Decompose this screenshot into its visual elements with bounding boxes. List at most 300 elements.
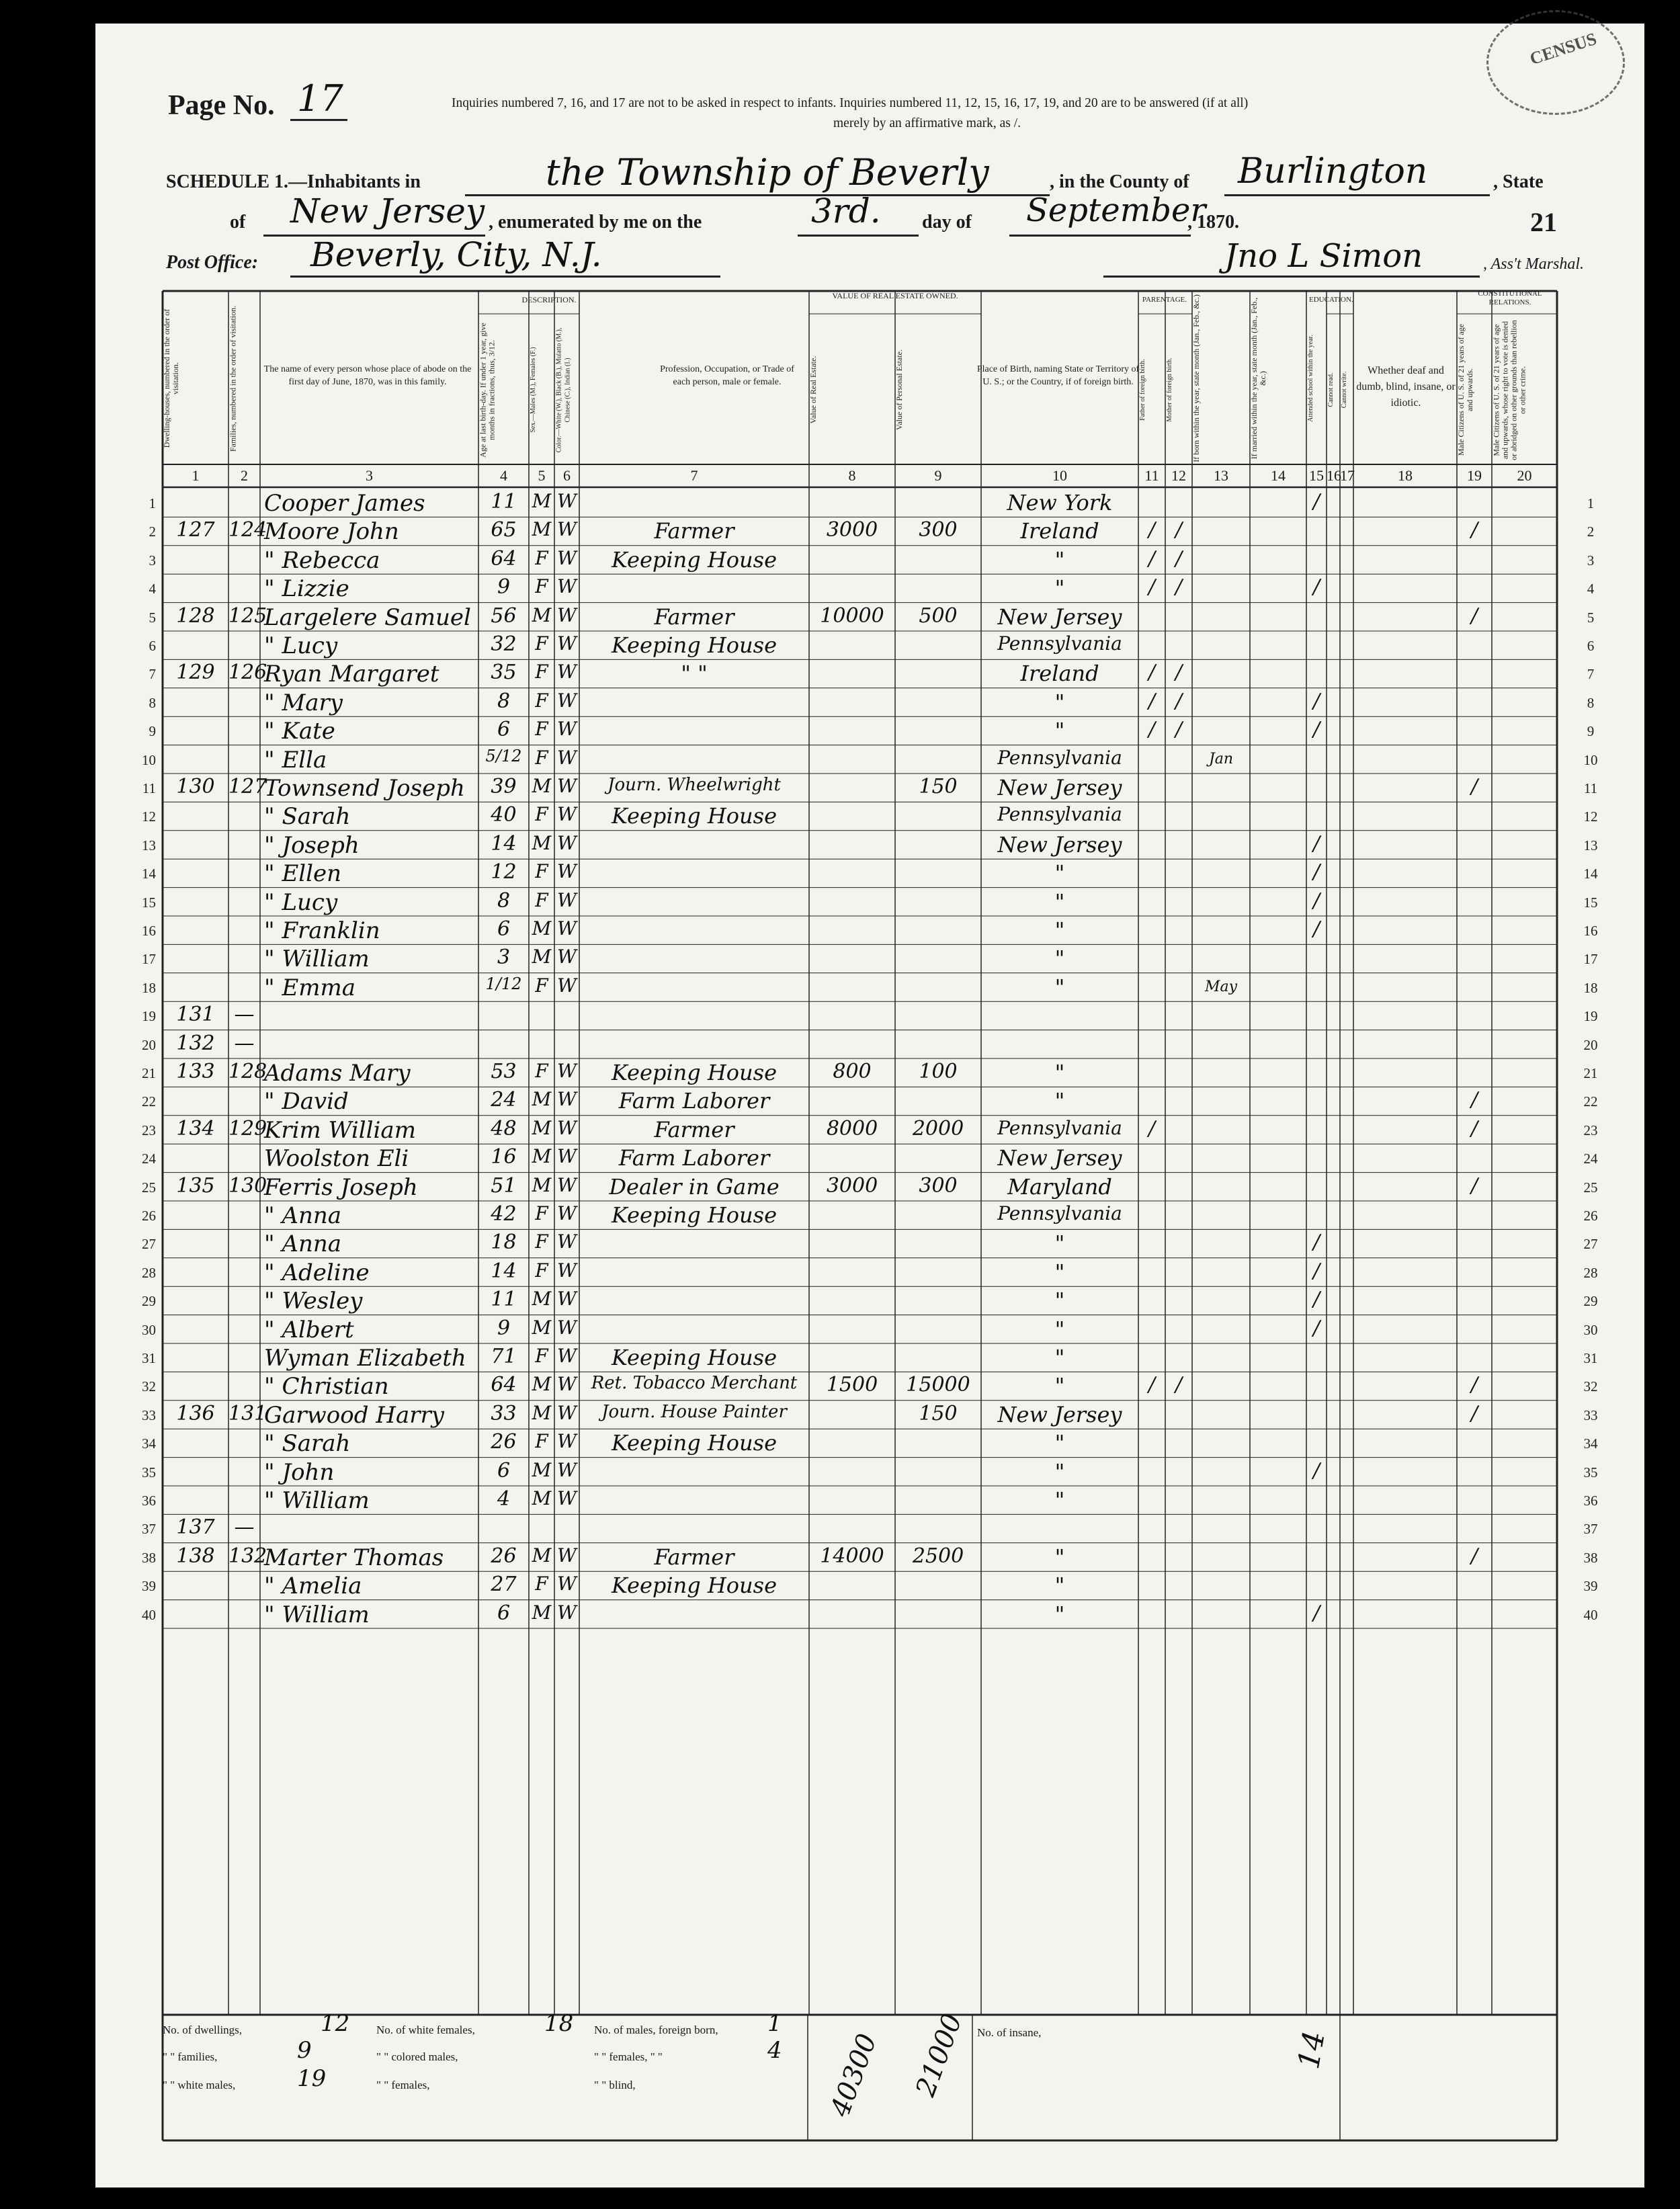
person-name: " William bbox=[264, 1601, 370, 1628]
birthplace: " bbox=[1054, 1231, 1065, 1257]
county-label: , in the County of bbox=[1050, 171, 1189, 192]
row-number-right: 37 bbox=[1583, 1521, 1598, 1538]
mother-foreign-mark: / bbox=[1175, 661, 1183, 685]
enumerated-label: , enumerated by me on the bbox=[489, 212, 702, 233]
row-number-right: 6 bbox=[1587, 638, 1595, 654]
father-foreign-mark: / bbox=[1148, 661, 1156, 685]
occupation: Keeping House bbox=[611, 1202, 778, 1228]
footer-white-males: 19 bbox=[297, 2065, 327, 2092]
sex: F bbox=[535, 746, 548, 769]
color: W bbox=[557, 888, 577, 911]
color: W bbox=[557, 632, 577, 655]
mother-foreign-mark: / bbox=[1175, 689, 1183, 713]
col-c16-header: Cannot read. bbox=[1327, 372, 1335, 407]
footer-blind-label: " " blind, bbox=[594, 2079, 636, 2091]
age: 16 bbox=[491, 1145, 517, 1169]
personal-estate-value: 300 bbox=[919, 1173, 958, 1198]
row-number-right: 3 bbox=[1587, 552, 1595, 569]
family-number: 130 bbox=[228, 1173, 267, 1198]
sex: F bbox=[535, 689, 548, 712]
birthplace: " bbox=[1054, 546, 1065, 573]
page-number: 17 bbox=[297, 77, 343, 120]
color: W bbox=[557, 1487, 577, 1509]
age: 32 bbox=[491, 632, 517, 656]
birthplace: " bbox=[1054, 718, 1065, 744]
birthplace: " bbox=[1054, 974, 1065, 1000]
sex: F bbox=[535, 661, 548, 683]
color: W bbox=[557, 518, 577, 541]
person-name: " Sarah bbox=[264, 803, 351, 831]
col-disability-header: Whether deaf and dumb, blind, insane, or idiotic. bbox=[1356, 365, 1456, 409]
sex: M bbox=[532, 518, 552, 541]
dwelling-number: 135 bbox=[176, 1173, 215, 1198]
row-number-left: 12 bbox=[142, 808, 156, 825]
age: 5/12 bbox=[485, 746, 522, 765]
mother-foreign-mark: / bbox=[1175, 546, 1183, 571]
row-number-right: 9 bbox=[1587, 723, 1595, 740]
col-c6-header: Color.—White (W.), Black (B.), Mulatto (M.), Chinese (C.), Indian (I.) bbox=[555, 327, 571, 452]
dwelling-number: 136 bbox=[176, 1401, 215, 1425]
father-foreign-mark: / bbox=[1148, 689, 1156, 713]
age: 6 bbox=[497, 1601, 511, 1625]
row-number-right: 40 bbox=[1583, 1606, 1598, 1623]
color: W bbox=[557, 1060, 577, 1082]
sex: F bbox=[535, 1430, 548, 1453]
row-number-left: 29 bbox=[142, 1293, 156, 1310]
color: W bbox=[557, 1145, 577, 1168]
person-name: Adams Mary bbox=[264, 1060, 411, 1087]
age: 71 bbox=[491, 1345, 517, 1368]
sex: F bbox=[535, 1345, 548, 1367]
row-number-right: 26 bbox=[1583, 1208, 1598, 1224]
row-number-left: 27 bbox=[142, 1236, 156, 1253]
occupation: Keeping House bbox=[611, 546, 778, 573]
occupation: Farm Laborer bbox=[618, 1145, 770, 1171]
occupation: Dealer in Game bbox=[609, 1173, 780, 1200]
county-name: Burlington bbox=[1238, 151, 1428, 192]
color: W bbox=[557, 1573, 577, 1595]
sex: F bbox=[535, 888, 548, 911]
row-number-right: 24 bbox=[1583, 1151, 1598, 1167]
person-name: " Lizzie bbox=[264, 575, 349, 603]
footer-total-real-estate: 40300 bbox=[825, 2030, 883, 2121]
row-number-right: 2 bbox=[1587, 524, 1595, 540]
birthplace: Pennsylvania bbox=[997, 632, 1122, 655]
color: W bbox=[557, 689, 577, 712]
occupation: " " bbox=[681, 661, 708, 687]
row-number-right: 38 bbox=[1583, 1549, 1598, 1566]
row-number-left: 10 bbox=[142, 751, 156, 768]
dwelling-number: 137 bbox=[176, 1515, 215, 1540]
age: 3 bbox=[497, 946, 511, 970]
age: 39 bbox=[491, 775, 517, 798]
family-number: 131 bbox=[228, 1401, 267, 1425]
age: 14 bbox=[491, 1259, 517, 1283]
age: 26 bbox=[491, 1544, 517, 1568]
row-number-right: 18 bbox=[1583, 979, 1598, 996]
family-number: 124 bbox=[228, 518, 267, 542]
age: 27 bbox=[491, 1573, 517, 1597]
person-name: Krim William bbox=[264, 1116, 416, 1144]
footer-dwellings-label: No. of dwellings, bbox=[163, 2024, 243, 2036]
row-number-right: 35 bbox=[1583, 1464, 1598, 1481]
birthplace: " bbox=[1054, 1259, 1065, 1285]
occupation: Keeping House bbox=[611, 1060, 778, 1085]
dwelling-number: 127 bbox=[176, 518, 215, 542]
color: W bbox=[557, 860, 577, 883]
day-of-label: day of bbox=[922, 212, 972, 233]
person-name: " Franklin bbox=[264, 917, 380, 944]
marshal-signature: Jno L Simon bbox=[1224, 237, 1423, 275]
instructions-note-1: Inquiries numbered 7, 16, and 17 are not to be asked in respect to infants. Inquiries numbered 11, 12, 15, 16, 17, 19, and 20 are to be answered (if at all) bbox=[452, 96, 1249, 110]
dwelling-number: 134 bbox=[176, 1116, 215, 1140]
birthplace: New Jersey bbox=[997, 775, 1122, 800]
column-number: 14 bbox=[1271, 467, 1286, 484]
father-foreign-mark: / bbox=[1148, 1116, 1156, 1140]
age: 11 bbox=[491, 490, 517, 513]
footer-males-foreign-label: No. of males, foreign born, bbox=[594, 2024, 718, 2036]
age: 64 bbox=[491, 1373, 517, 1397]
row-number-right: 30 bbox=[1583, 1321, 1598, 1338]
occupation: Keeping House bbox=[611, 1573, 778, 1599]
row-number-right: 39 bbox=[1583, 1578, 1598, 1595]
col-c14-header: If married within the year, state month (Jan., Feb., &c.) bbox=[1249, 297, 1267, 460]
sex: M bbox=[532, 490, 552, 512]
sex: M bbox=[532, 775, 552, 797]
birthplace: Pennsylvania bbox=[997, 1202, 1122, 1224]
column-number: 3 bbox=[366, 467, 373, 484]
color: W bbox=[557, 1544, 577, 1567]
column-number: 1 bbox=[192, 467, 200, 484]
age: 51 bbox=[491, 1173, 517, 1198]
personal-estate-value: 100 bbox=[919, 1060, 958, 1083]
footer-families-label: " " families, bbox=[163, 2050, 218, 2063]
parentage-group-header: PARENTAGE. bbox=[1142, 296, 1187, 304]
column-number: 2 bbox=[241, 467, 248, 484]
row-number-left: 28 bbox=[142, 1264, 156, 1281]
col-c19-header: Male Citizens of U. S. of 21 years of age and upwards. bbox=[1456, 323, 1474, 456]
occupation: Farmer bbox=[654, 1116, 734, 1142]
dwelling-number: 131 bbox=[176, 1003, 215, 1027]
column-number: 16 bbox=[1327, 467, 1341, 484]
age: 42 bbox=[491, 1202, 517, 1226]
col-c8-header: Value of Real Estate. bbox=[808, 356, 818, 424]
birthplace: New Jersey bbox=[997, 1145, 1122, 1171]
person-name: " David bbox=[264, 1088, 349, 1116]
sex: M bbox=[532, 1316, 552, 1339]
row-number-left: 8 bbox=[149, 694, 156, 711]
column-number: 15 bbox=[1309, 467, 1324, 484]
of-label: of bbox=[230, 212, 246, 233]
color: W bbox=[557, 1116, 577, 1139]
age: 11 bbox=[491, 1288, 517, 1312]
footer-females-foreign: 4 bbox=[767, 2037, 782, 2064]
color: W bbox=[557, 1345, 577, 1367]
color: W bbox=[557, 1316, 577, 1339]
col-c9-header: Value of Personal Estate. bbox=[894, 349, 904, 430]
row-number-left: 20 bbox=[142, 1036, 156, 1053]
color: W bbox=[557, 546, 577, 569]
birthplace: Maryland bbox=[1007, 1173, 1112, 1200]
person-name: " Lucy bbox=[264, 632, 338, 659]
dwelling-number: 128 bbox=[176, 603, 215, 628]
mother-foreign-mark: / bbox=[1175, 718, 1183, 742]
father-foreign-mark: / bbox=[1148, 1373, 1156, 1397]
col-c13-header: If born within the year, state month (Jan., Feb., &c.) bbox=[1191, 294, 1201, 462]
sex: M bbox=[532, 1401, 552, 1424]
person-name: " Sarah bbox=[264, 1430, 351, 1458]
row-number-right: 27 bbox=[1583, 1236, 1598, 1253]
person-name: " Wesley bbox=[264, 1288, 363, 1315]
color: W bbox=[557, 917, 577, 940]
person-name: Largelere Samuel bbox=[264, 603, 471, 631]
real-estate-value: 10000 bbox=[820, 603, 884, 628]
citizen-mark: / bbox=[1470, 603, 1478, 628]
footer-white-females: 18 bbox=[544, 2010, 574, 2037]
family-number: 127 bbox=[228, 775, 267, 798]
age: 24 bbox=[491, 1088, 517, 1112]
sex: F bbox=[535, 575, 548, 598]
birthplace: " bbox=[1054, 888, 1065, 915]
column-number: 18 bbox=[1398, 467, 1413, 484]
citizen-mark: / bbox=[1470, 1173, 1478, 1198]
color: W bbox=[557, 603, 577, 626]
age: 65 bbox=[491, 518, 517, 542]
sex: F bbox=[535, 974, 548, 997]
family-number: — bbox=[234, 1515, 255, 1540]
row-number-left: 19 bbox=[142, 1008, 156, 1025]
birthplace: " bbox=[1054, 1487, 1065, 1513]
row-number-left: 30 bbox=[142, 1321, 156, 1338]
person-name: Woolston Eli bbox=[264, 1145, 409, 1173]
age: 64 bbox=[491, 546, 517, 571]
age: 6 bbox=[497, 917, 511, 941]
school-mark: / bbox=[1312, 718, 1320, 742]
occupation: Keeping House bbox=[611, 1345, 778, 1370]
sex: M bbox=[532, 1458, 552, 1481]
row-number-left: 18 bbox=[142, 979, 156, 996]
real-estate-value: 3000 bbox=[826, 1173, 878, 1198]
sex: M bbox=[532, 1145, 552, 1168]
row-number-right: 14 bbox=[1583, 866, 1598, 882]
person-name: Marter Thomas bbox=[264, 1544, 444, 1571]
birthplace: New York bbox=[1007, 490, 1113, 515]
row-number-right: 19 bbox=[1583, 1008, 1598, 1025]
row-number-left: 6 bbox=[149, 638, 156, 654]
col-c20-header: Male Citizens of U. S. of 21 years of age and upwards, whose right to vote is denied or abridged on other grounds than rebellion or other crime. bbox=[1491, 319, 1527, 460]
age: 8 bbox=[497, 888, 511, 913]
person-name: " William bbox=[264, 946, 370, 973]
birthplace: " bbox=[1054, 1601, 1065, 1627]
instructions-note-2: merely by an affirmative mark, as /. bbox=[833, 116, 1021, 130]
sheet-number: 21 bbox=[1530, 207, 1557, 237]
sex: M bbox=[532, 1601, 552, 1624]
education-group-header: EDUCATION. bbox=[1309, 296, 1353, 304]
age: 33 bbox=[491, 1401, 517, 1425]
row-number-right: 20 bbox=[1583, 1036, 1598, 1053]
birthplace: " bbox=[1054, 1060, 1065, 1085]
real-estate-value: 8000 bbox=[826, 1116, 878, 1140]
color: W bbox=[557, 1173, 577, 1196]
sex: M bbox=[532, 831, 552, 854]
age: 9 bbox=[497, 575, 511, 599]
sex: F bbox=[535, 1259, 548, 1282]
column-number: 6 bbox=[563, 467, 571, 484]
census-sheet bbox=[95, 24, 1644, 2187]
row-number-left: 15 bbox=[142, 894, 156, 911]
occupation: Farmer bbox=[654, 1544, 734, 1570]
post-office-value: Beverly, City, N.J. bbox=[310, 235, 602, 274]
person-name: Ferris Joseph bbox=[264, 1173, 418, 1201]
person-name: " Mary bbox=[264, 689, 343, 716]
person-name: " Amelia bbox=[264, 1573, 362, 1600]
footer-males-foreign: 1 bbox=[767, 2010, 782, 2037]
row-number-left: 2 bbox=[149, 524, 156, 540]
birthplace: " bbox=[1054, 1288, 1065, 1314]
school-mark: / bbox=[1312, 689, 1320, 713]
mother-foreign-mark: / bbox=[1175, 518, 1183, 542]
post-office-label: Post Office: bbox=[166, 252, 259, 273]
father-foreign-mark: / bbox=[1148, 518, 1156, 542]
age: 4 bbox=[497, 1487, 511, 1511]
birthplace: " bbox=[1054, 1088, 1065, 1114]
family-number: — bbox=[234, 1031, 255, 1055]
occupation: Keeping House bbox=[611, 632, 778, 658]
footer-dwellings: 12 bbox=[321, 2010, 350, 2037]
real-estate-value: 3000 bbox=[826, 518, 878, 542]
birthplace: Pennsylvania bbox=[997, 746, 1122, 769]
column-number: 11 bbox=[1144, 467, 1159, 484]
row-number-left: 35 bbox=[142, 1464, 156, 1481]
column-number: 7 bbox=[690, 467, 698, 484]
age: 9 bbox=[497, 1316, 511, 1340]
row-number-left: 39 bbox=[142, 1578, 156, 1595]
color: W bbox=[557, 775, 577, 797]
age: 6 bbox=[497, 718, 511, 742]
column-number: 5 bbox=[538, 467, 546, 484]
person-name: " John bbox=[264, 1458, 335, 1486]
row-number-left: 7 bbox=[149, 666, 156, 683]
mother-foreign-mark: / bbox=[1175, 575, 1183, 599]
row-number-right: 13 bbox=[1583, 837, 1598, 853]
age: 12 bbox=[491, 860, 517, 884]
row-number-right: 1 bbox=[1587, 495, 1595, 511]
birthplace: " bbox=[1054, 689, 1065, 715]
col-c15-header: Attended school within the year. bbox=[1307, 335, 1314, 422]
column-number: 12 bbox=[1171, 467, 1186, 484]
row-number-left: 14 bbox=[142, 866, 156, 882]
color: W bbox=[557, 803, 577, 826]
person-name: " Joseph bbox=[264, 831, 360, 859]
real-estate-value: 14000 bbox=[820, 1544, 884, 1568]
school-mark: / bbox=[1312, 860, 1320, 884]
row-number-right: 15 bbox=[1583, 894, 1598, 911]
sex: M bbox=[532, 1544, 552, 1567]
footer-total-school: 14 bbox=[1292, 2028, 1332, 2072]
school-mark: / bbox=[1312, 1458, 1320, 1483]
occupation: Farmer bbox=[654, 603, 734, 630]
person-name: " Albert bbox=[264, 1316, 354, 1343]
birthplace: New Jersey bbox=[997, 831, 1122, 858]
person-name: " Christian bbox=[264, 1373, 389, 1401]
row-number-right: 7 bbox=[1587, 666, 1595, 683]
birthplace: Ireland bbox=[1020, 661, 1099, 687]
age: 1/12 bbox=[485, 974, 522, 993]
birthplace: " bbox=[1054, 1316, 1065, 1342]
col-c1-header: Dwelling-houses, numbered in the order of visitation. bbox=[162, 308, 180, 448]
occupation: Keeping House bbox=[611, 803, 778, 829]
enumeration-month: September bbox=[1026, 192, 1206, 229]
school-mark: / bbox=[1312, 831, 1320, 856]
age: 48 bbox=[491, 1116, 517, 1140]
birth-month: Jan bbox=[1208, 750, 1234, 767]
row-number-left: 24 bbox=[142, 1151, 156, 1167]
birthplace: New Jersey bbox=[997, 1401, 1122, 1427]
color: W bbox=[557, 1430, 577, 1453]
age: 40 bbox=[491, 803, 517, 827]
row-number-left: 33 bbox=[142, 1407, 156, 1423]
color: W bbox=[557, 1401, 577, 1424]
col-c17-header: Cannot write. bbox=[1341, 371, 1348, 409]
person-name: Moore John bbox=[264, 518, 399, 546]
occupation: Ret. Tobacco Merchant bbox=[591, 1373, 798, 1394]
state-label: , State bbox=[1493, 171, 1544, 192]
row-number-left: 36 bbox=[142, 1493, 156, 1509]
person-name: Townsend Joseph bbox=[264, 775, 465, 802]
column-number: 20 bbox=[1517, 467, 1532, 484]
sex: F bbox=[535, 632, 548, 655]
family-number: — bbox=[234, 1003, 255, 1027]
person-name: Ryan Margaret bbox=[264, 661, 439, 688]
color: W bbox=[557, 831, 577, 854]
person-name: " Emma bbox=[264, 974, 356, 1001]
row-number-right: 33 bbox=[1583, 1407, 1598, 1423]
state-name: New Jersey bbox=[290, 192, 485, 231]
person-name: " Lucy bbox=[264, 888, 338, 916]
sex: M bbox=[532, 1288, 552, 1310]
stamp-text: CENSUS bbox=[1527, 28, 1599, 69]
col-occupation-header: Profession, Occupation, or Trade of each person, male or female. bbox=[660, 364, 794, 387]
sex: M bbox=[532, 1116, 552, 1139]
sex: F bbox=[535, 718, 548, 741]
school-mark: / bbox=[1312, 1231, 1320, 1255]
row-number-right: 31 bbox=[1583, 1350, 1598, 1366]
row-number-left: 3 bbox=[149, 552, 156, 569]
row-number-left: 32 bbox=[142, 1378, 156, 1395]
citizen-mark: / bbox=[1470, 1116, 1478, 1140]
personal-estate-value: 300 bbox=[919, 518, 958, 542]
occupation: Farmer bbox=[654, 518, 734, 544]
school-mark: / bbox=[1312, 888, 1320, 913]
school-mark: / bbox=[1312, 1601, 1320, 1625]
family-number: 126 bbox=[228, 661, 267, 685]
sex: M bbox=[532, 1088, 552, 1111]
person-name: Wyman Elizabeth bbox=[264, 1345, 466, 1372]
dwelling-number: 132 bbox=[176, 1031, 215, 1055]
citizen-mark: / bbox=[1470, 1088, 1478, 1112]
person-name: Cooper James bbox=[264, 490, 425, 517]
sex: M bbox=[532, 1373, 552, 1396]
footer-females-foreign-label: " " females, " " bbox=[594, 2050, 663, 2063]
color: W bbox=[557, 1202, 577, 1224]
row-number-right: 25 bbox=[1583, 1179, 1598, 1196]
color: W bbox=[557, 1259, 577, 1282]
sex: M bbox=[532, 946, 552, 968]
footer-colored-females-label: " " females, bbox=[376, 2079, 430, 2091]
age: 56 bbox=[491, 603, 517, 628]
real-estate-value: 1500 bbox=[826, 1373, 878, 1397]
row-number-left: 1 bbox=[149, 495, 156, 511]
